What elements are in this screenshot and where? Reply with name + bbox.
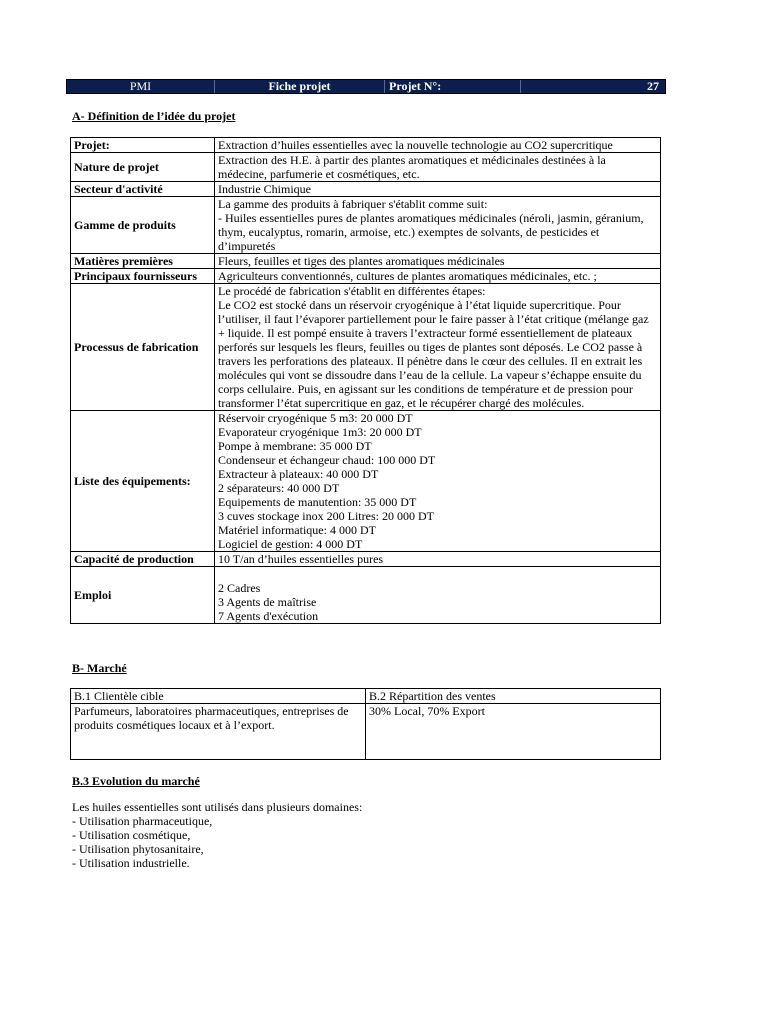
table-row — [71, 197, 661, 254]
table-row — [71, 269, 661, 284]
table-row — [71, 704, 661, 760]
header-fiche-projet: Fiche projet — [215, 80, 385, 93]
market-evolution-text — [72, 800, 362, 870]
table-row — [71, 138, 661, 153]
row-label: Capacité de production — [71, 552, 215, 567]
row-label: Principaux fournisseurs — [71, 269, 215, 284]
table-row — [71, 567, 661, 624]
header-projet-number-label: Projet N°: — [385, 80, 521, 93]
row-value: Le procédé de fabrication s'établit en différentes étapes: Le CO2 est stocké dans un réservoir cryogénique à l’état liquide supercritique. Pour l’utiliser, il faut l’évaporer partiellement pour le faire passer à l’état critique (mélange gaz + liquide. Il est pompé ensuite à travers l’extracteur formé essentiellement de plateaux perforés sur lesquels les fleurs, feuilles ou tiges de plantes sont déposés. Le CO2 passe à travers les perforations des plateaux. Il pénètre dans le cœur des cellules. Il en extrait les molécules qui vont se dissoudre dans l’eau de la cellule. La vapeur s’échappe ensuite du corps cellulaire. Puis, en agissant sur les conditions de température et de pression pour transformer l’état supercritique en gaz, et le récupérer chargé des molécules. — [215, 284, 661, 411]
b1-header: B.1 Clientèle cible — [71, 689, 366, 704]
row-value: La gamme des produits à fabriquer s'établit comme suit: - Huiles essentielles pures de plantes aromatiques médicinales (néroli, jasmin, géranium, thym, eucalyptus, romarin, armoise, etc.) exemptes de solvants, de pesticides et d’impuretés — [215, 197, 661, 254]
row-label: Nature de projet — [71, 153, 215, 182]
list-item: - Utilisation industrielle. — [72, 856, 190, 870]
row-label: Matières premières — [71, 254, 215, 269]
row-value: Agriculteurs conventionnés, cultures de plantes aromatiques médicinales, etc. ; — [215, 269, 661, 284]
b2-value: 30% Local, 70% Export — [366, 704, 661, 760]
table-row — [71, 153, 661, 182]
row-label: Secteur d'activité — [71, 182, 215, 197]
row-label: Processus de fabrication — [71, 284, 215, 411]
header-projet-number: 27 — [647, 79, 659, 93]
market-table — [70, 688, 661, 760]
b1-value: Parfumeurs, laboratoires pharmaceutiques, entreprises de produits cosmétiques locaux et à l’export. — [71, 704, 366, 760]
section-b3-title: B.3 Evolution du marché — [72, 774, 200, 788]
list-item: - Utilisation cosmétique, — [72, 828, 191, 842]
table-row — [71, 552, 661, 567]
row-value: 2 Cadres 3 Agents de maîtrise 7 Agents d'exécution — [215, 567, 661, 624]
project-definition-table — [70, 137, 661, 624]
row-value: Extraction des H.E. à partir des plantes aromatiques et médicinales destinées à la médecine, parfumerie et cosmétiques, etc. — [215, 153, 661, 182]
evolution-intro: Les huiles essentielles sont utilisés dans plusieurs domaines: — [72, 800, 363, 814]
table-row — [71, 254, 661, 269]
row-value: 10 T/an d’huiles essentielles pures — [215, 552, 661, 567]
project-header-bar — [66, 79, 666, 94]
row-value: Extraction d’huiles essentielles avec la nouvelle technologie au CO2 supercritique — [215, 138, 661, 153]
b2-header: B.2 Répartition des ventes — [366, 689, 661, 704]
table-row — [71, 284, 661, 411]
list-item: - Utilisation phytosanitaire, — [72, 842, 204, 856]
list-item: - Utilisation pharmaceutique, — [72, 814, 213, 828]
table-row — [71, 411, 661, 552]
table-row — [71, 689, 661, 704]
row-value: Fleurs, feuilles et tiges des plantes aromatiques médicinales — [215, 254, 661, 269]
row-label: Liste des équipements: — [71, 411, 215, 552]
section-a-title: A- Définition de l’idée du projet — [72, 109, 236, 123]
section-b-title: B- Marché — [72, 661, 127, 675]
row-label: Projet: — [71, 138, 215, 153]
table-row — [71, 182, 661, 197]
row-label: Gamme de produits — [71, 197, 215, 254]
header-pmi: PMI — [67, 80, 215, 93]
row-label: Emploi — [71, 567, 215, 624]
row-value: Industrie Chimique — [215, 182, 661, 197]
row-value: Réservoir cryogénique 5 m3: 20 000 DT Evaporateur cryogénique 1m3: 20 000 DT Pompe à membrane: 35 000 DT Condenseur et échangeur chaud: 100 000 DT Extracteur à plateaux: 40 000 DT 2 séparateurs: 40 000 DT Equipements de manutention: 35 000 DT 3 cuves stockage inox 200 Litres: 20 000 DT Matériel informatique: 4 000 DT Logiciel de gestion: 4 000 DT — [215, 411, 661, 552]
